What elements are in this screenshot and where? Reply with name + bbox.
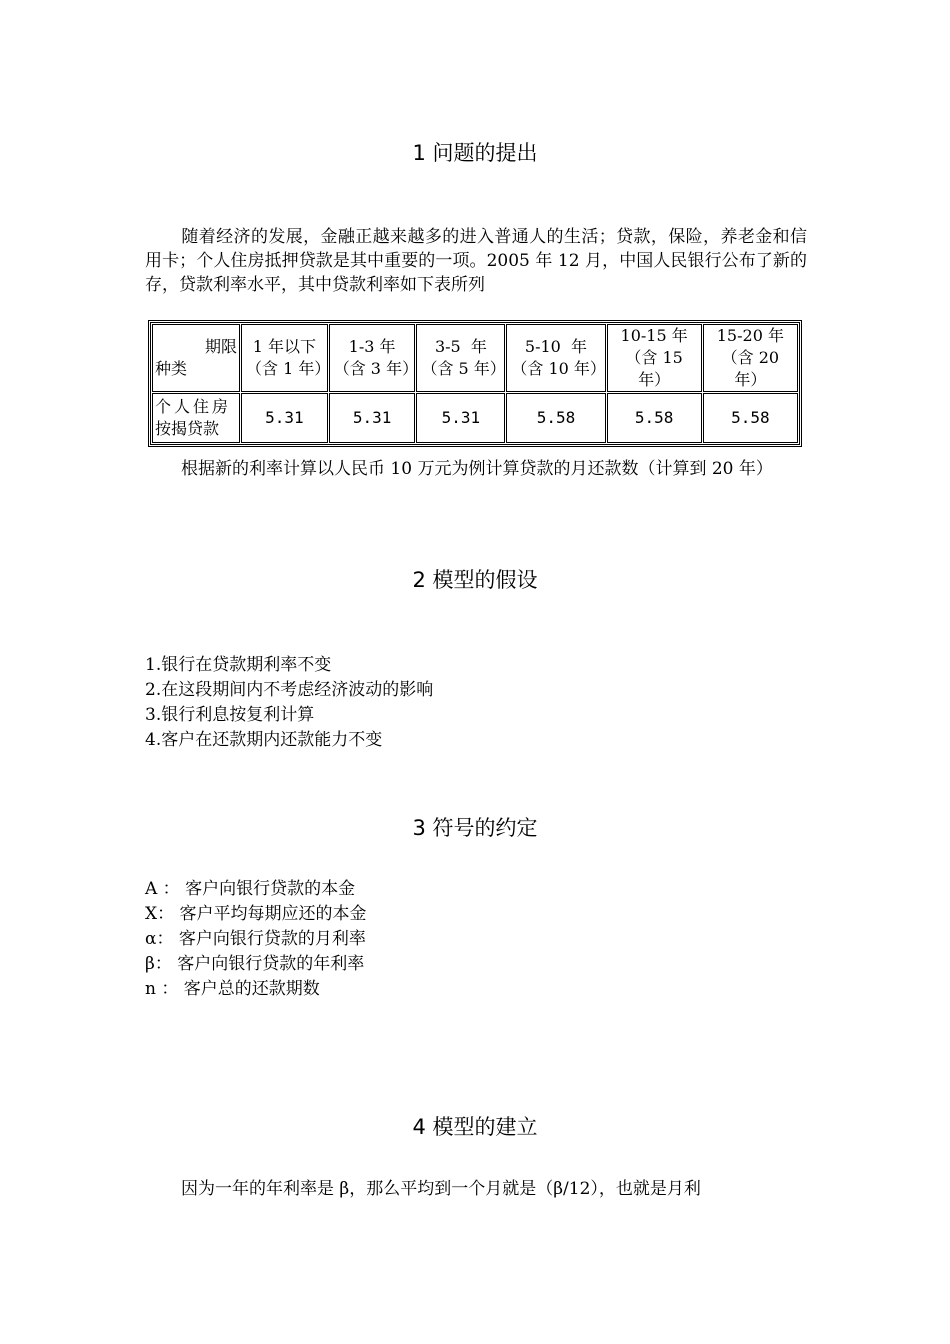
column-header bbox=[703, 324, 798, 392]
list-item: X： 客户平均每期应还的本金 bbox=[145, 904, 367, 924]
list-item: 3.银行利息按复利计算 bbox=[145, 705, 315, 725]
column-header-term: 1 年以下 bbox=[252, 337, 316, 356]
rate-value-cell: 5.31 bbox=[329, 393, 416, 443]
column-header bbox=[607, 324, 702, 392]
rate-value-cell: 5.58 bbox=[703, 393, 798, 443]
loan-rate-table bbox=[148, 320, 802, 447]
list-item: β： 客户向银行贷款的年利率 bbox=[145, 954, 365, 974]
column-header-range: （含 3 年） bbox=[333, 359, 419, 378]
row-label-cell bbox=[152, 393, 240, 443]
column-header bbox=[241, 324, 331, 392]
section-2-title: 2 模型的假设 bbox=[412, 568, 538, 592]
corner-kind-label: 种类 bbox=[155, 359, 188, 378]
corner-term-label: 期限 bbox=[204, 337, 237, 356]
column-header-term: 15-20 年 bbox=[716, 326, 784, 345]
calculation-paragraph-text: 根据新的利率计算以人民币 10 万元为例计算贷款的月还款数（计算到 20 年） bbox=[181, 459, 773, 479]
calculation-paragraph bbox=[145, 457, 807, 481]
list-item: A ： 客户向银行贷款的本金 bbox=[145, 879, 356, 899]
section-1-title: 1 问题的提出 bbox=[412, 141, 538, 165]
intro-paragraph-text: 随着经济的发展，金融正越来越多的进入普通人的生活；贷款，保险，养老金和信用卡；个人住房抵押贷款是其中重要的一项。2005 年 12 月，中国人民银行公布了新的存，贷款利率水平，其中贷款利率如下表所列 bbox=[145, 227, 807, 295]
section-3-title: 3 符号的约定 bbox=[412, 816, 538, 840]
rate-value-cell: 5.58 bbox=[506, 393, 605, 443]
list-item: 4.客户在还款期内还款能力不变 bbox=[145, 730, 383, 750]
column-header-term: 1-3 年 bbox=[348, 337, 396, 356]
table-row bbox=[152, 393, 798, 443]
column-header bbox=[329, 324, 419, 392]
list-item: 2.在这段期间内不考虑经济波动的影响 bbox=[145, 680, 434, 700]
symbol-list bbox=[145, 877, 805, 1002]
model-paragraph-text: 因为一年的年利率是 β，那么平均到一个月就是（β/12），也就是月利 bbox=[181, 1179, 701, 1199]
list-item: 1.银行在贷款期利率不变 bbox=[145, 655, 332, 675]
list-item: n ： 客户总的还款期数 bbox=[145, 979, 320, 999]
column-header bbox=[416, 324, 505, 392]
model-paragraph bbox=[145, 1177, 807, 1201]
table-corner-cell bbox=[152, 324, 240, 392]
assumption-list bbox=[145, 653, 805, 753]
rate-value-cell: 5.31 bbox=[241, 393, 328, 443]
column-header-range: （含 10 年） bbox=[511, 359, 606, 378]
column-header-range: （含 1 年） bbox=[246, 359, 331, 378]
row-label-line1: 个人住房 bbox=[155, 397, 232, 416]
rate-value-cell: 5.58 bbox=[607, 393, 702, 443]
column-header-term: 5-10 年 bbox=[524, 337, 588, 356]
table-header-row bbox=[152, 324, 798, 392]
column-header-range: （含 5 年） bbox=[421, 359, 506, 378]
column-header-range: （含 20 年） bbox=[721, 348, 780, 389]
column-header-range: （含 15 年） bbox=[625, 348, 683, 389]
section-4-title: 4 模型的建立 bbox=[412, 1115, 538, 1139]
list-item: α： 客户向银行贷款的月利率 bbox=[145, 929, 366, 949]
column-header-term: 10-15 年 bbox=[620, 326, 688, 345]
rate-value-cell: 5.31 bbox=[416, 393, 505, 443]
intro-paragraph bbox=[145, 225, 807, 297]
column-header-term: 3-5 年 bbox=[434, 337, 487, 356]
row-label-line2: 按揭贷款 bbox=[155, 419, 220, 438]
column-header bbox=[506, 324, 605, 392]
